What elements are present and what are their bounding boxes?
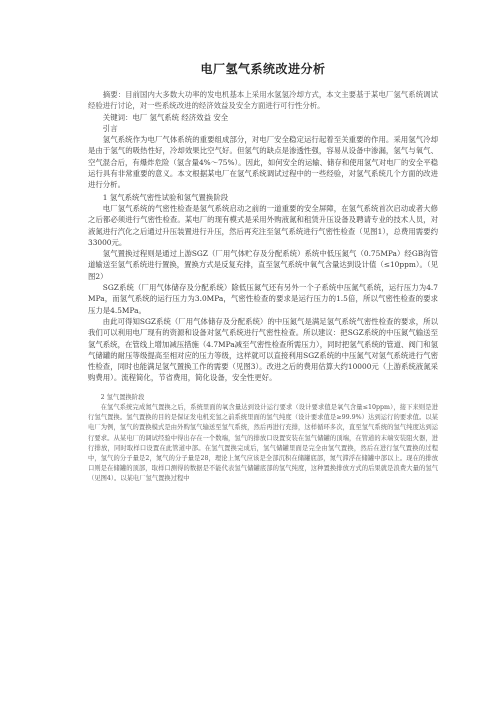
section-2-heading: 2 氢气置换阶段	[100, 393, 145, 401]
section-1-paragraph-3: SGZ系统（厂用气体储存及分配系统）除低压氮气还有另外一个子系统中压氮气系统，运行压力为4.7MPa，而氢气系统的运行压力为3.0MPa，气密性检查的要求是运行压力的1.5倍，所以气密性检查的要求压力是4.5MPa。	[88, 283, 438, 315]
section-1-paragraph-4: 由此可得知SGZ系统（厂用气体储存及分配系统）的中压氮气是满足氢气系统气密性检查的要求，所以我们可以利用电厂现有的资源和设备对氢气系统进行气密性检查。所以建议：把SGZ系统的中压氮气输送至氢气系统，在管线上增加减压措施（4.7MPa减至气密性检查所需压力），同时把氢气系统的管道、阀门和氢气储罐的耐压等级提高至相对应的压力等级，这样就可以直接利用SGZ系统的中压氮气对氢气系统进行气密性检查，同时也能满足氢气置换工作的需要（见图3）。改进之后的费用估算大约10000元（上游系统液氮采购费用）。流程简化，节省费用，简化设备，安全性更好。	[88, 316, 438, 383]
section-1-paragraph-2: 氢气置换过程则是通过上游SGZ（厂用气体贮存及分配系统）系统中低压氮气（0.75MPa）经GB沟管道输送至氢气系统进行置换，置换方式是反复充排，直至氢气系统中氧气含量达到设计值（≤10ppm）。（见图2）	[88, 249, 438, 281]
keywords: 关键词：电厂 氢气系统 经济效益 安全	[102, 112, 229, 122]
intro-heading: 引言	[102, 123, 118, 133]
section-1-paragraph-1: 电厂氢气系统的气密性检查是氢气系统启动之前的一道重要的安全屏障，在氢气系统首次启动或者大修之后都必须进行气密性检查。某电厂的现有模式是采用外购液氮和租赁升压设备及聘请专业的技术人员，对液氮进行汽化之后通过升压装置进行升压，然后再充注至氢气系统进行气密性检查（见图1），总费用需要约33000元。	[88, 203, 438, 247]
section-1-heading: 1 氢气系统气密性试验和氢气置换阶段	[102, 192, 229, 202]
abstract: 摘要：目前国内大多数大功率的发电机基本上采用水氢氢冷却方式，本文主要基于某电厂氢气系统调试经验进行讨论，对一些系统改进的经济效益及安全方面进行可行性分析。	[88, 90, 438, 111]
intro-paragraph: 氢气系统作为电厂气体系统的重要组成部分，对电厂安全稳定运行起着至关重要的作用。采用氢气冷却是由于氢气的吸热性好，冷却效果比空气好。但氢气的缺点是渗透性强，容易从设备中渗漏，氢气与氧气、空气混合后，有爆炸危险（氢含量4%～75%）。因此，如何安全的运输、储存和使用氢气对电厂的安全平稳运行具有非常重要的意义。本文根据某电厂在氢气系统调试过程中的一些经验，对氢气系统几个方面的改进进行分析。	[88, 135, 438, 190]
page-title: 电厂氢气系统改进分析	[200, 62, 326, 76]
section-2-paragraph-1: 在氢气系统完成氮气置换之后，系统里面的氧含量达到设计运行要求（设计要求值是氧气含量≤10ppm），接下来则是进行氢气置换。氢气置换的目的是保证发电机充氢之前系统里面的氢气纯度（设计要求值是≥99.9%）达到运行的要求值。以某电厂为例，氢气的置换模式是由外购氢气输送至氢气系统，然后再进行充排，这样循环多次，直至氢气系统的氢气纯度达到运行要求。从某电厂的调试经验中得出存在一个数端，氢气的排放口设置安装在氢气储罐的顶端，在管道的末端安装阻火器，进行排放，同时取样口设置在此管道中部。在氢气置换完成后，氢气储罐里面是完全由氢气置换，然后在进行氢气置换的过程中，氢气的分子量是2，氮气的分子量是28，理论上氮气应该是全部沉积在储罐底部，氮气滞浮在储罐中部以上。现在的排放口则是在储罐的顶部，取样口测得的数据是不能代表氢气储罐底部的氢气纯度，这种置换排放方式的后果就是浪费大量的氢气（见图4）。以某电厂氢气置换过程中	[88, 403, 438, 483]
